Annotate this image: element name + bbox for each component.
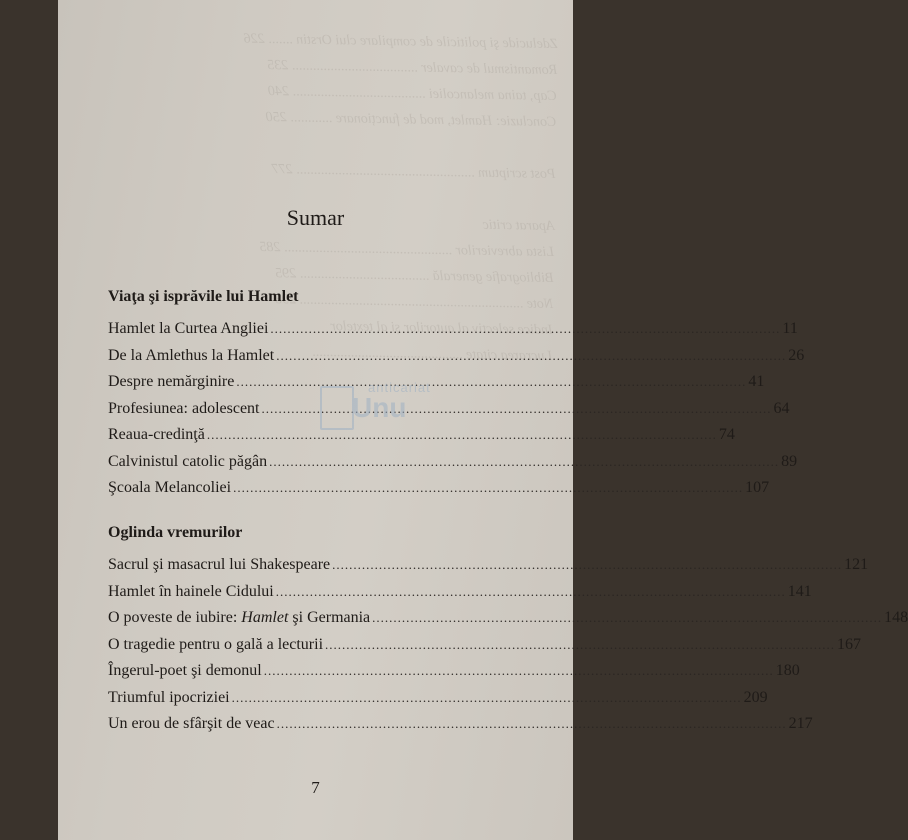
bleed-line: Note ................................................................ 298 xyxy=(274,292,554,312)
entry-title: Sacrul şi masacrul lui Shakespeare xyxy=(108,556,331,573)
page-number: 7 xyxy=(311,778,320,797)
entry-page: 209 xyxy=(743,688,768,706)
toc-section-2 xyxy=(108,524,908,742)
entry-title: O tragedie pentru o gală a lecturii xyxy=(108,635,324,653)
dot-leader xyxy=(372,610,882,626)
dot-leader xyxy=(232,690,742,706)
toc-entry[interactable] xyxy=(108,452,798,480)
entry-page: 41 xyxy=(748,373,765,390)
bleed-line: Post scriptum ................................................... 277 xyxy=(271,162,556,183)
watermark-logo xyxy=(320,380,460,440)
bleed-line: Romantismul de cavaler .................................... 235 xyxy=(267,57,558,79)
bleed-line: Lista abrevierilor ................................................ 285 xyxy=(259,239,555,260)
dot-leader xyxy=(207,427,717,443)
bleed-line: Aparat critic xyxy=(482,217,555,235)
book-page xyxy=(58,0,908,840)
bleed-line: Cap, taina melancoliei ...................................... 240 xyxy=(267,83,557,105)
entry-title-part: O poveste de iubire: xyxy=(108,609,242,626)
entry-title: Un erou de sfârşit de veac xyxy=(108,715,275,732)
entry-page: 74 xyxy=(718,426,735,443)
bleed-line: Zdelucide şi politicile de compilare clui Orstin ....... 226 xyxy=(243,31,558,53)
bleed-line xyxy=(326,132,556,162)
watermark-main-text: Unu xyxy=(352,392,407,423)
entry-page: 217 xyxy=(788,715,813,732)
toc-entry[interactable] xyxy=(108,688,768,716)
entry-page: 11 xyxy=(782,320,798,337)
entry-page: 141 xyxy=(787,582,812,600)
entry-title: Despre nemărginire xyxy=(108,373,235,390)
entry-title-italic: Hamlet xyxy=(241,609,289,626)
entry-title: Şcoala Melancoliei xyxy=(108,479,232,496)
dot-leader xyxy=(332,557,842,573)
dot-leader xyxy=(277,716,787,732)
bleed-line: Indice selectiv al autorilor și al textelor xyxy=(330,319,553,338)
bleed-line: Bibliografie generală ..................................... 295 xyxy=(275,266,554,286)
entry-page: 167 xyxy=(837,635,862,653)
entry-title-part: şi Germania xyxy=(288,609,371,626)
watermark-frame xyxy=(320,386,354,430)
entry-page: 64 xyxy=(773,399,790,417)
entry-page: 180 xyxy=(775,662,800,679)
dot-leader xyxy=(276,348,786,364)
dot-leader xyxy=(264,663,774,679)
bleed-line: Concluzie: Hamlet, mod de funcționare ............ 250 xyxy=(265,109,557,131)
toc-entry[interactable] xyxy=(108,346,805,374)
watermark-top-text: anticariat xyxy=(368,380,431,395)
dot-leader xyxy=(325,637,835,653)
toc-entry[interactable] xyxy=(108,662,800,689)
entry-title: Profesiunea: adolescent xyxy=(108,399,260,417)
entry-title: De la Amlethus la Hamlet xyxy=(108,346,275,364)
entry-title: Hamlet în hainele Cidului xyxy=(108,582,274,600)
entry-page: 107 xyxy=(745,479,770,496)
bleed-line: Lucrarea citate ........................................... xyxy=(311,344,553,364)
section-heading: Oglinda vremurilor xyxy=(108,524,243,541)
dot-leader xyxy=(270,321,780,337)
toc-entry[interactable] xyxy=(108,556,869,583)
entry-page: 121 xyxy=(844,556,869,573)
toc-entry[interactable] xyxy=(108,609,908,636)
entry-title: Reaua-credinţă xyxy=(108,426,205,443)
section-heading: Viaţa şi isprăvile lui Hamlet xyxy=(108,288,299,305)
toc-entry[interactable] xyxy=(108,715,813,742)
entry-title: Triumful ipocriziei xyxy=(108,688,230,706)
toc-entry[interactable] xyxy=(108,582,812,610)
toc-entry[interactable] xyxy=(108,320,798,347)
entry-title: Îngerul-poet şi demonul xyxy=(108,662,262,679)
entry-title xyxy=(108,609,370,627)
page-title: Sumar xyxy=(286,205,345,230)
entry-title: Hamlet la Curtea Angliei xyxy=(108,320,269,337)
entry-page: 26 xyxy=(788,346,805,364)
entry-page: 89 xyxy=(781,452,798,470)
toc-entry[interactable] xyxy=(108,635,862,663)
dot-leader xyxy=(276,584,786,600)
dot-leader xyxy=(233,480,743,496)
entry-title: Calvinistul catolic păgân xyxy=(108,452,268,470)
entry-page: 148 xyxy=(884,609,908,626)
toc-entry[interactable] xyxy=(108,479,770,506)
dot-leader xyxy=(236,374,746,390)
dot-leader xyxy=(269,454,779,470)
